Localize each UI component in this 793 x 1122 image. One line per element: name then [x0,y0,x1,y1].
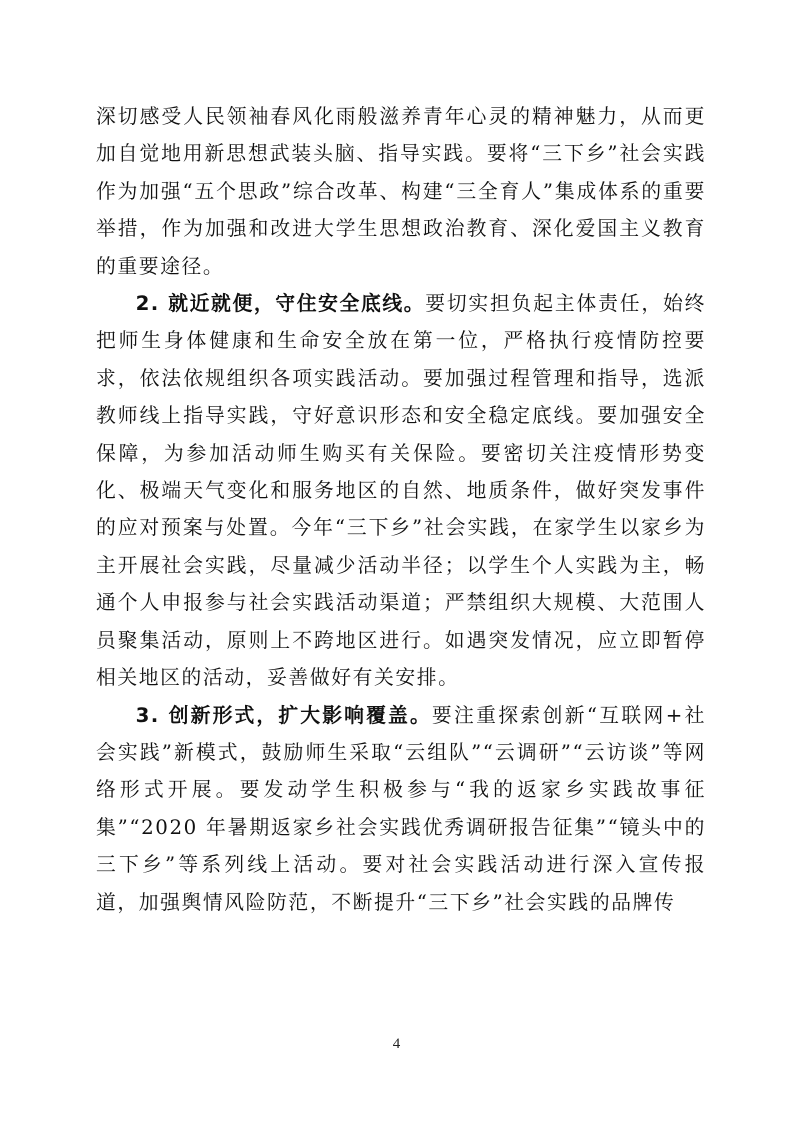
paragraph-1-text: 深切感受人民领袖春风化雨般滋养青年心灵的精神魅力，从而更加自觉地用新思想武装头脑、指导实践。要将“三下乡”社会实践作为加强“五个思政”综合改革、构建“三全育人”集成体系的重要举措，作为加强和改进大学生思想政治教育、深化爱国主义教育的重要途径。 [96,105,706,278]
paragraph-3 [96,697,706,921]
page-number: 4 [392,1036,401,1052]
paragraph-3-heading: 3. 创新形式，扩大影响覆盖。 [135,703,432,727]
paragraph-2-text: 要切实担负起主体责任，始终把师生身体健康和生命安全放在第一位，严格执行疫情防控要求，依法依规组织各项实践活动。要加强过程管理和指导，选派教师线上指导实践，守好意识形态和安全稳定底线。要加强安全保障，为参加活动师生购买有关保险。要密切关注疫情形势变化、极端天气变化和服务地区的自然、地质条件，做好突发事件的应对预案与处置。今年“三下乡”社会实践，在家学生以家乡为主开展社会实践，尽量减少活动半径；以学生个人实践为主，畅通个人申报参与社会实践活动渠道；严禁组织大规模、大范围人员聚集活动，原则上不跨地区进行。如遇突发情况，应立即暂停相关地区的活动，妥善做好有关安排。 [96,292,706,690]
paragraph-3-text: 要注重探索创新“互联网+社会实践”新模式，鼓励师生采取“云组队”“云调研”“云访谈”等网络形式开展。要发动学生积极参与“我的返家乡实践故事征集”“2020 年暑期返家乡社会实践优秀调研报告征集”“镜头中的三下乡”等系列线上活动。要对社会实践活动进行深入宣传报道，加强舆情风险防范，不断提升“三下乡”社会实践的品牌传 [96,703,706,914]
paragraph-2 [96,285,706,696]
paragraph-1 [96,98,706,285]
paragraph-2-heading: 2. 就近就便，守住安全底线。 [135,292,426,316]
document-body [96,98,706,921]
